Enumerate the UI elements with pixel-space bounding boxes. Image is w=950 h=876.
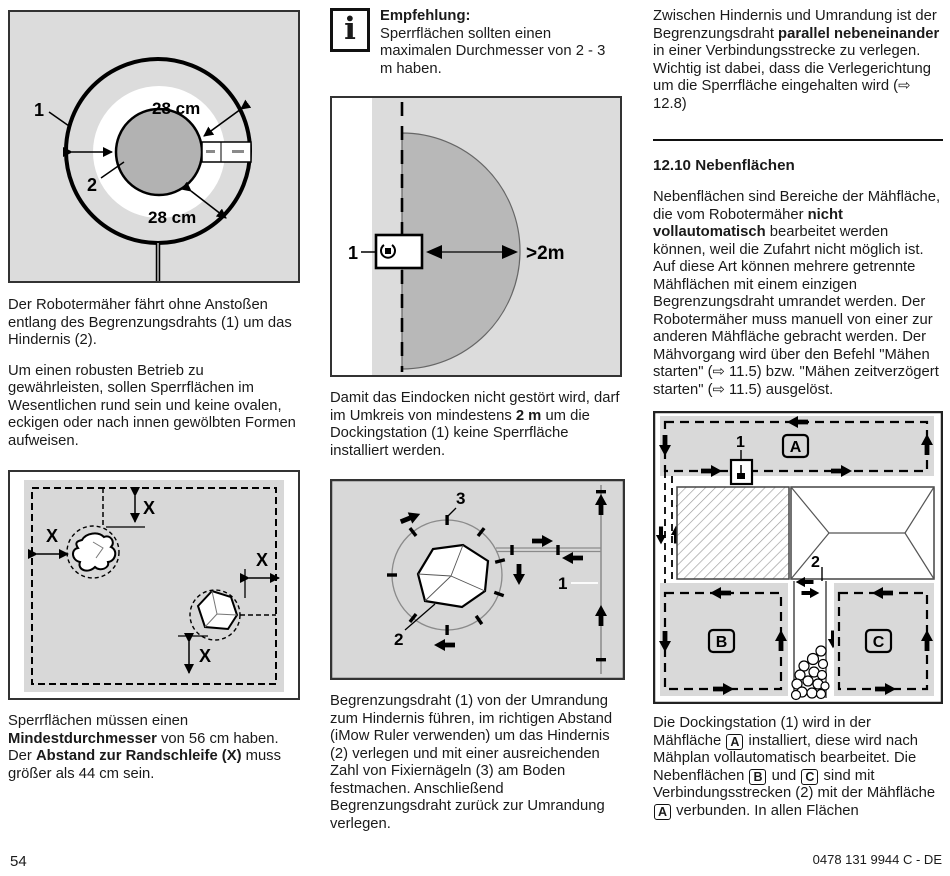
bold-text: parallel nebeneinander: [778, 25, 940, 42]
docking-station-icon: [731, 460, 752, 484]
area-b-letter: B: [715, 634, 728, 651]
recommendation-body: Sperrflächen sollten einen maximalen Durchmesser von 2 - 3 m haben.: [380, 25, 606, 77]
recommendation-title: Empfehlung:: [380, 8, 471, 24]
text-run: Um einen robusten Betrieb zu gewährleisten, sollen Sperrflächen im Wesentlichen rund sein und keine ovalen, eckigen oder nach innen gewölbten Formen aufweisen.: [8, 362, 296, 449]
info-icon: [330, 8, 370, 52]
text-run: in einer Verbindungsstrecke zu verlegen. Wichtig ist dabei, dass die Verlegerichtung um die Sperrfläche eingehalten wird (⇨ 12.8): [653, 43, 932, 112]
area-a-letter: A: [789, 439, 802, 456]
figure-wire-around-obstacle: [330, 479, 625, 680]
inline-area-badge: A: [726, 734, 743, 750]
page-number: 54: [10, 852, 27, 870]
figure-label-3: 3: [456, 489, 466, 508]
terrace-hatched: [677, 487, 789, 579]
inline-area-badge: A: [654, 804, 671, 820]
figure-label-1: 1: [558, 574, 568, 593]
distance-label: >2m: [526, 243, 565, 264]
paragraph: [330, 693, 622, 833]
figure-secondary-areas: [653, 411, 943, 704]
document-code: 0478 131 9944 C - DE: [812, 851, 942, 867]
text-run: und: [767, 767, 801, 784]
inline-area-badge: C: [801, 769, 818, 785]
figure-restricted-area-circle: [8, 10, 300, 283]
text-run: Zwischen Hindernis und Umrandung ist der Begrenzungsdraht: [653, 8, 937, 42]
text-run: bearbeitet werden können, weil die Zufahrt nicht möglich ist. Auf diese Art können mehrere getrennte Mähflächen mit einem einzigen Begrenzungsdraht umrandet werden. Der Robotermäher muss manuell von einer zur anderen Mähfläche gebracht werden. Der Mähvorgang wird über den Befehl "Mähen starten" (⇨ 11.5) bzw. "Mähen zeitverzögert starten" (⇨ 11.5) ausgelöst.: [653, 224, 939, 398]
text-run: Sperrflächen müssen einen: [8, 713, 189, 729]
recommendation-text: [380, 8, 620, 78]
docking-station-icon: [376, 235, 422, 268]
info-icon-glyph: i: [344, 10, 356, 47]
text-run: muss größer als 44 cm sein.: [8, 748, 281, 782]
figure-label-2: 2: [87, 175, 98, 195]
section-title: 12.10 Nebenflächen: [653, 157, 795, 174]
paragraph: [8, 363, 300, 451]
bold-text: nicht vollautomatisch: [653, 206, 843, 240]
bold-text: Mindestdurchmesser: [8, 730, 157, 747]
figure-label-2-mid: 2: [811, 554, 820, 571]
figure-label-2: 2: [394, 630, 404, 649]
figure-label-1: 1: [736, 434, 745, 451]
paragraph: [8, 297, 300, 350]
figure-label-1: 1: [348, 243, 359, 263]
figure-label-1: 1: [34, 100, 45, 120]
imow-ruler-icon: [202, 142, 251, 162]
section-divider: [653, 139, 943, 141]
recommendation-note: [330, 8, 622, 78]
text-run: sind mit Verbindungsstrecken (2) mit der Mähfläche: [653, 767, 936, 801]
text-run: Begrenzungsdraht (1) von der Umrandung zum Hindernis führen, im richtigen Abstand (iMow Ruler verwenden) um das Hindernis (2) verlegen und mit einer ausreichenden Zahl von Fixiernägeln (3) am Boden festmachen. Anschließend Begrenzungsdraht zurück zur Umrandung verlegen.: [330, 693, 613, 832]
paragraph: [8, 713, 300, 783]
bold-text: Abstand zur Randschleife (X): [35, 748, 242, 764]
text-run: von 56 cm haben. Der: [8, 730, 279, 764]
bold-text: 2 m: [515, 407, 542, 424]
text-run: Die Dockingstation (1) wird in der Mähfläche: [653, 715, 871, 749]
text-run: verbunden. In allen Flächen: [672, 802, 859, 819]
paragraph: [330, 390, 622, 460]
text-run: Damit das Eindocken nicht gestört wird, darf im Umkreis von mindestens: [330, 390, 620, 424]
paragraph: [653, 8, 943, 113]
figure-min-distance-x: [8, 470, 300, 700]
dim-label-top: 28 cm: [152, 99, 201, 118]
inline-area-badge: B: [749, 769, 766, 785]
obstacle-circle: [116, 109, 202, 195]
paragraph: [653, 189, 943, 399]
x-label-right: X: [256, 550, 269, 570]
x-label-left: X: [46, 526, 59, 546]
text-run: installiert, diese wird nach Mähplan vollautomatisch bearbeitet. Die Nebenflächen: [653, 732, 918, 784]
area-c-letter: C: [872, 634, 885, 651]
x-label-top: X: [143, 498, 156, 518]
text-run: um die Dockingstation (1) keine Sperrfläche installiert werden.: [330, 407, 590, 459]
right-column: [653, 8, 943, 820]
dim-label-bottom: 28 cm: [148, 208, 197, 227]
middle-column: [330, 8, 622, 833]
x-label-bottom: X: [199, 646, 212, 666]
figure-docking-clearance: [330, 96, 622, 377]
text-run: Der Robotermäher fährt ohne Anstoßen entlang des Begrenzungsdrahts (1) um das Hindernis (2).: [8, 297, 292, 348]
paragraph: [653, 715, 943, 820]
text-run: Nebenflächen sind Bereiche der Mähfläche, die vom Robotermäher: [653, 189, 941, 223]
left-column: [8, 10, 300, 783]
